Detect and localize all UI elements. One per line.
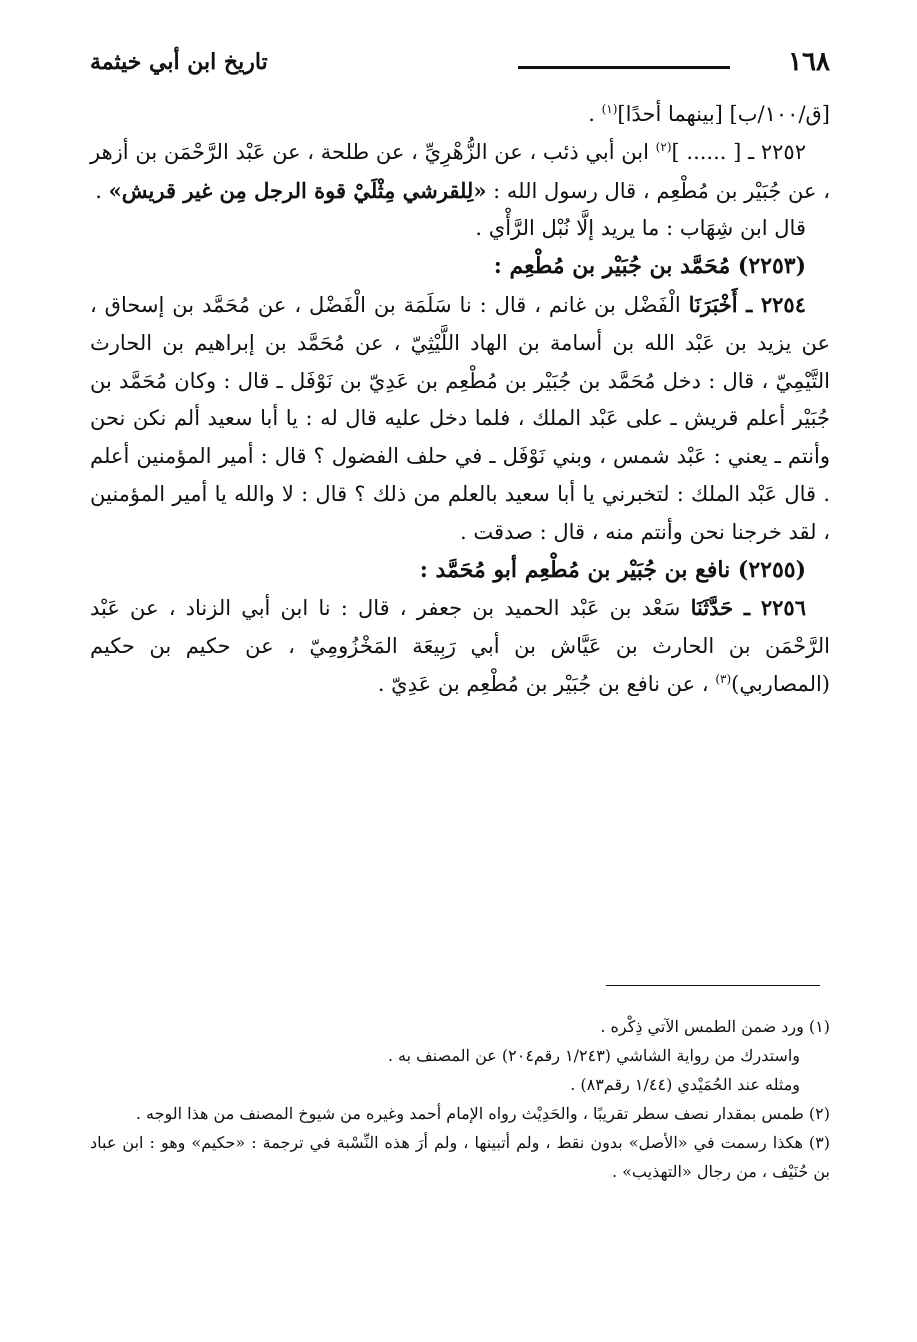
footnotes (90, 1012, 830, 1186)
section-heading-2255: (٢٢٥٥) نافع بن جُبَيْر بن مُطْعِم أبو مُحَمَّد : (419, 556, 806, 583)
hadith-2252-chain: ابن أبي ذئب ، عن الزُّهْرِيِّ ، عن طلحة ، عن عَبْد الرَّحْمَن بن أزهر ، عن جُبَيْر بن مُطْعِم ، قال رسول الله : (90, 139, 830, 203)
hadith-2252-end: . (95, 178, 109, 203)
footnote-ref-1: (١) (601, 102, 618, 116)
hadith-2254-text: الْفَضْل بن غانم ، قال : نا سَلَمَة بن الْفَضْل ، عن مُحَمَّد بن إسحاق ، عن يزيد بن عَبْد الله بن أسامة بن الهاد اللَّيْثِيّ ، عن مُحَمَّد بن إبراهيم بن الحارث التَّيْمِيّ ، قال : دخل مُحَمَّد بن جُبَيْر بن مُطْعِم بن عَدِيّ بن نَوْفَل ـ قال : وكان مُحَمَّد بن جُبَيْر أعلم قريش ـ على عَبْد الملك ، فلما دخل عليه قال له : يا أبا سعيد ألم نكن نحن وأنتم ـ يعني : عَبْد شمس ، وبني نَوْفَل ـ في حلف الفضول ؟ قال : أمير المؤمنين أعلم . قال عَبْد الملك : لتخبرني يا أبا سعيد بالعلم من ذلك ؟ قال : لا والله يا أمير المؤمنين ، لقد خرجنا نحن وأنتم منه ، قال : صدقت . (90, 292, 830, 544)
hadith-2256 (90, 589, 830, 703)
hadith-2252-number: ٢٢٥٢ ـ [ ...... ] (671, 139, 806, 164)
hadith-2252-quote: «لِلقرشي مِثْلَيْ قوة الرجل مِن غير قريش» (108, 177, 487, 203)
folio-text: [ق/١٠٠/ب] [بينهما أحدًا] (617, 102, 830, 126)
hadith-2256-lead: ٢٢٥٦ ـ حَدَّثَنَا (690, 595, 806, 621)
page-number: ١٦٨ (788, 47, 830, 77)
hadith-2256-end: ، عن نافع بن جُبَيْر بن مُطْعِم بن عَدِيّ . (377, 671, 716, 696)
section-heading-2253: (٢٢٥٣) مُحَمَّد بن جُبَيْر بن مُطْعِم : (493, 253, 806, 280)
page-header (90, 44, 830, 84)
footnote-separator (606, 985, 820, 986)
main-text (90, 96, 830, 704)
hadith-2254-lead: ٢٢٥٤ ـ أَخْبَرَنَا (688, 291, 806, 317)
hadith-2252 (90, 134, 830, 211)
hadith-2256-chain: سَعْد بن عَبْد الحميد بن جعفر ، قال : نا ابن أبي الزناد ، عن عَبْد الرَّحْمَن بن الحارث بن عَيَّاش بن أبي رَبِيعَة المَخْزُومِيّ ، عن حكيم بن حكيم (المصاربي) (90, 596, 830, 696)
hadith-2254 (90, 286, 830, 552)
paragraph-folio (90, 96, 830, 134)
footnote-3: (٣) هكذا رسمت في «الأصل» بدون نقط ، ولم أتبينها ، ولم أرَ هذه النِّسْبة في ترجمة : «حكيم» وهو : ابن عباد بن حُنَيْف ، من رجال «التهذيب» . (90, 1133, 830, 1181)
running-title: تاريخ ابن أبي خيثمة (90, 49, 268, 75)
header-rule (518, 66, 730, 69)
footnote-1: (١) ورد ضمن الطمس الآتي ذِكْره . (600, 1017, 830, 1036)
footnote-1-continued-2: ومثله عند الحُمَيْدي (١/٤٤ رقم٨٣) . (570, 1075, 800, 1094)
footnote-ref-3: (٣) (715, 671, 732, 686)
folio-end: . (588, 102, 602, 126)
ibn-shihab-comment: قال ابن شِهَاب : ما يريد إلَّا نُبْل الرَّأْي . (475, 216, 806, 241)
footnote-2: (٢) طمس بمقدار نصف سطر تقريبًا ، والحَدِيْث رواه الإمام أحمد وغيره من شيوخ المصنف من هذا الوجه . (135, 1104, 830, 1123)
footnote-1-continued: واستدرك من رواية الشاشي (١/٢٤٣ رقم٢٠٤) عن المصنف به . (387, 1046, 800, 1065)
footnote-ref-2: (٢) (655, 139, 672, 154)
